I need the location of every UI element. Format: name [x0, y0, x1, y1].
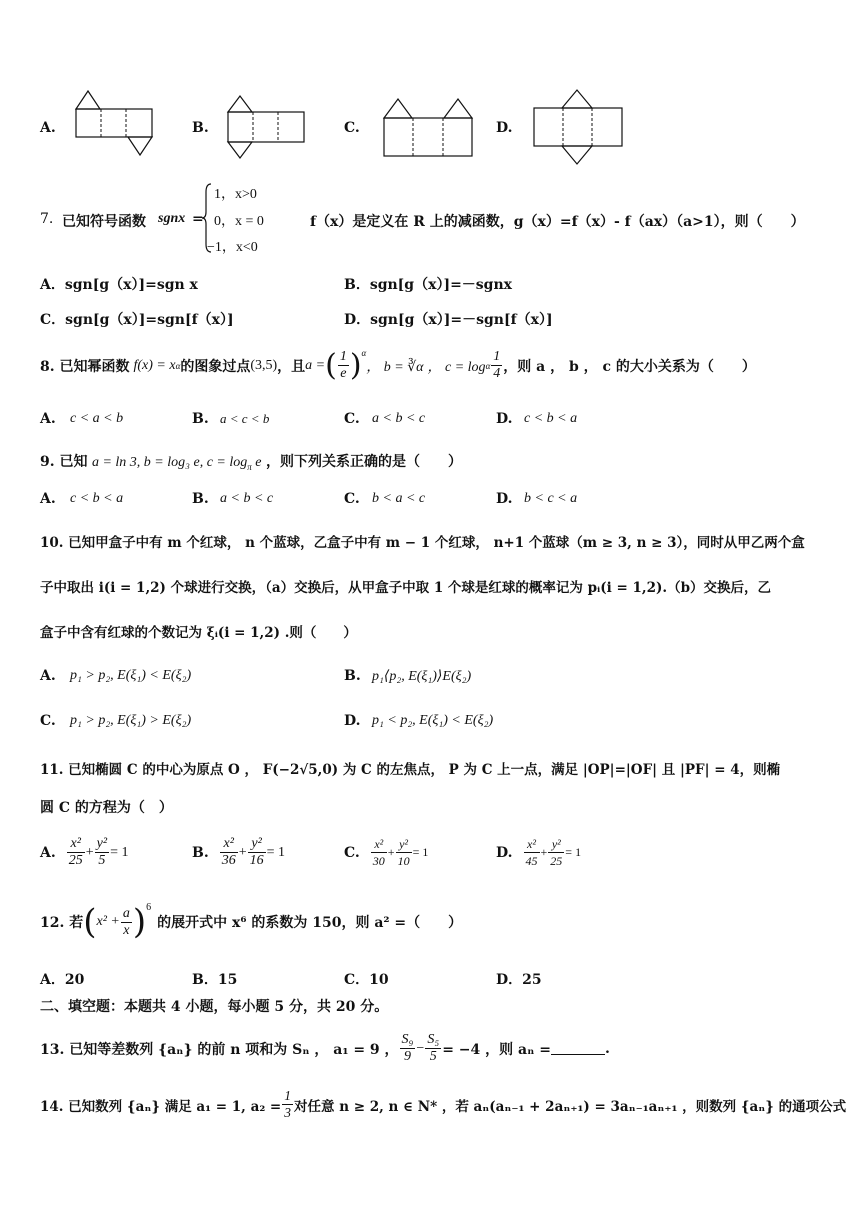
q6-option-c-label: C. [344, 120, 360, 136]
q10-option-a-value: p₁ > p₂, E(ξ₁) < E(ξ₂) [70, 668, 192, 683]
q11-c-num-2: y² [396, 836, 412, 853]
q8-text-4: ，则 a ， b ， c 的大小关系为（ ） [503, 358, 756, 375]
q12-option-d: D．25 [496, 972, 542, 988]
q12-expr: x² + [96, 914, 120, 929]
q8-c-sub: α [485, 360, 491, 371]
q8-c-num: 1 [493, 349, 501, 364]
q8-option-c-label: C. [344, 411, 360, 427]
q11-option-a: A. $\frac{\text{x²}}{25}$ + $\frac{\text{y²}}{5}$ = 1 [40, 836, 129, 868]
q7-option-d: D．sgn[g（x）]=－sgn[f（x）] [344, 312, 553, 328]
q8-a-exp: α [361, 348, 367, 358]
q8-c-frac [491, 349, 502, 382]
q14-den: 3 [284, 1105, 291, 1120]
q8-a-eq: a = [305, 357, 326, 373]
q14-num: 1 [284, 1088, 291, 1103]
q8-b-eq: ， b = ∛α [366, 359, 424, 375]
q11-b-frac-1 [220, 836, 238, 869]
q12-pow: 6 [146, 902, 152, 913]
q12-num: a [122, 905, 130, 921]
q11-option-b-label: B. [192, 844, 209, 861]
q14-frac [282, 1088, 293, 1121]
q8-a-den: e [340, 366, 347, 381]
q11-c-frac-1 [371, 836, 387, 869]
q8-option-d-label: D. [496, 411, 513, 427]
q6-option-b-figure [228, 96, 308, 162]
q9-option-b-value: a < b < c [220, 491, 274, 506]
q9-lead: 9. 已知 [40, 454, 88, 470]
q10-option-d-value: p₁ < p₂, E(ξ₁) < E(ξ₂) [372, 713, 494, 728]
q7-option-b: B．sgn[g（x）]=－sgnx [344, 277, 512, 293]
q13-end: . [604, 1040, 610, 1057]
q11-a-den-2: 5 [98, 853, 106, 868]
q7-fname: sgnx [158, 211, 186, 226]
q11-d-frac-1 [524, 836, 540, 869]
question-13 [40, 1032, 610, 1065]
q9-option-a-label: A. [40, 491, 56, 507]
q11-b-den-2: 16 [249, 853, 264, 868]
q8-option-a-value: c < a < b [70, 411, 124, 426]
q11-b-eq: = 1 [266, 844, 286, 860]
q6-option-a-figure [76, 90, 156, 156]
q7-eq: = [192, 211, 204, 227]
q11-d-frac-2 [548, 836, 564, 869]
q8-function: f(x) = x [133, 357, 176, 373]
q8-point: (3,5) [250, 357, 278, 373]
q10-option-d-label: D. [344, 713, 361, 729]
q11-c-num-1: x² [371, 836, 387, 853]
q8-stem [40, 348, 756, 383]
q11-option-d-label: D. [496, 844, 513, 861]
q12-option-b: B．15 [192, 972, 238, 988]
q8-c-den: 4 [493, 366, 501, 381]
q10-line-3: 盒子中含有红球的个数记为 ξᵢ(i = 1,2) .则（ ） [40, 625, 357, 641]
q7-option-a: A．sgn[g（x）]=sgn x [40, 277, 198, 293]
q7-case-2: 0，x = 0 [214, 214, 264, 229]
q13-lead: 13. 已知等差数列 {aₙ} 的前 n 项和为 Sₙ ， a₁ = 9 ， [40, 1041, 399, 1058]
q11-d-den-1: 45 [525, 854, 538, 868]
q6-option-a-label: A. [40, 120, 56, 136]
q9-option-d-label: D. [496, 491, 513, 507]
q7-number: 7. [40, 211, 54, 227]
q13-answer-blank[interactable] [551, 1042, 605, 1055]
q12-den: x [123, 922, 130, 938]
q11-option-c: C. $\frac{\text{x²}}{30}$ + $\frac{\text{y²}}{10}$ = 1 [344, 837, 429, 868]
q14-lead: 14. 已知数列 {aₙ} 满足 a₁ = 1, a₂ = [40, 1098, 282, 1115]
q11-c-frac-2 [396, 836, 412, 869]
q8-paren-close: ) [349, 348, 362, 383]
q9-expr: a = ln 3, b = log₃ e, c = log [91, 455, 248, 470]
q13-minus: − [416, 1040, 425, 1056]
q10-line-2: 子中取出 i(i = 1,2) 个球进行交换，（a）交换后，从甲盒子中取 1 个球是红球的概率记为 pᵢ(i = 1,2).（b）交换后，乙 [40, 580, 772, 596]
q12-option-a: A．20 [40, 972, 85, 988]
q12-stem [40, 902, 462, 942]
q8-option-b-value: a < c < b [220, 411, 270, 426]
q9-option-b-label: B. [192, 491, 209, 507]
q8-option-d-value: c < b < a [524, 411, 578, 426]
q11-d-den-2: 25 [550, 854, 563, 868]
q11-a-frac-2 [95, 836, 109, 869]
q11-option-c-label: C. [344, 844, 360, 861]
section-2-heading: 二、填空题：本题共 4 小题，每小题 5 分，共 20 分。 [40, 999, 389, 1015]
q13-frac-2 [425, 1032, 441, 1065]
q11-c-eq: = 1 [412, 845, 429, 859]
q12-paren-close: ) [132, 902, 147, 942]
q11-option-a-label: A. [40, 844, 56, 861]
q10-line-1: 10. 已知甲盒子中有 m 个红球， n 个蓝球，乙盒子中有 m − 1 个红球， n+1 个蓝球（m ≥ 3, n ≥ 3），同时从甲乙两个盒 [40, 535, 805, 551]
q11-line-1: 11. 已知椭圆 C 的中心为原点 O ， F(−2√5,0) 为 C 的左焦点， P 为 C 上一点，满足 |OP|=|OF| 且 |PF| = 4，则椭 [40, 762, 781, 778]
q8-c-eq: ， c = log [427, 359, 486, 375]
q9-sub: π [247, 461, 252, 472]
q8-exponent: α [175, 360, 181, 371]
q11-c-den-2: 10 [397, 854, 410, 868]
q11-a-frac-1 [67, 836, 85, 869]
q7-case-3: −1，x<0 [207, 240, 258, 255]
q7-case-1: 1，x>0 [214, 187, 257, 202]
q11-option-b: B. $\frac{\text{x²}}{36}$ + $\frac{\text{y²}}{16}$ = 1 [192, 836, 286, 868]
q11-b-den-1: 36 [221, 853, 236, 868]
q13-frac-1 [400, 1032, 416, 1065]
q7-condition: f（x）是定义在 R 上的减函数，g（x）=f（x）- f（ax）（a>1），则（ ） [310, 214, 805, 230]
q8-a-num: 1 [339, 349, 347, 364]
q13-num-2: S₅ [427, 1032, 440, 1047]
q12-tail: 的展开式中 x⁶ 的系数为 150，则 a² =（ ） [157, 915, 463, 931]
q11-a-num-2: y² [96, 836, 108, 851]
question-14 [40, 1088, 846, 1121]
q11-d-num-2: y² [548, 836, 564, 853]
q9-expr-2: e [251, 455, 262, 470]
q11-a-eq: = 1 [110, 844, 129, 860]
q8-text-3: ，且 [277, 358, 306, 375]
q11-b-frac-2 [248, 836, 266, 869]
q10-option-c-value: p₁ > p₂, E(ξ₁) > E(ξ₂) [70, 713, 192, 728]
q11-c-den-1: 30 [372, 854, 385, 868]
q8-option-a-label: A. [40, 411, 56, 427]
q10-option-c-label: C. [40, 713, 56, 729]
q8-text-2: 的图象过点 [180, 358, 251, 375]
q6-option-d-figure [534, 90, 630, 170]
q8-option-b-label: B. [192, 411, 209, 427]
q10-option-b-label: B. [344, 668, 361, 684]
q6-option-c-figure [382, 98, 478, 158]
q9-option-a-value: c < b < a [70, 491, 124, 506]
q12-paren-open: ( [83, 902, 97, 942]
q13-tail: = −4 ，则 aₙ = [442, 1041, 551, 1058]
q12-option-c: C．10 [344, 972, 389, 988]
q6-option-b-label: B. [192, 120, 209, 136]
q9-tail: ，则下列关系正确的是（ ） [265, 454, 462, 470]
q8-a-frac [338, 349, 349, 382]
q7-lead: 已知符号函数 [62, 214, 146, 230]
q8-option-c-value: a < b < c [372, 411, 426, 426]
q6-option-d-label: D. [496, 120, 513, 136]
q10-option-a-label: A. [40, 668, 56, 684]
q13-den-2: 5 [429, 1049, 437, 1064]
q12-lead: 12. 若 [40, 915, 84, 931]
q13-den-1: 9 [403, 1049, 411, 1064]
q11-option-d: D. $\frac{\text{x²}}{45}$ + $\frac{\text{y²}}{25}$ = 1 [496, 837, 582, 868]
q9-option-c-label: C. [344, 491, 360, 507]
q11-d-num-1: x² [524, 836, 540, 853]
q11-b-num-2: y² [248, 836, 266, 853]
q11-a-den-1: 25 [68, 853, 83, 868]
q10-option-b-value: p₁⟨p₂, E(ξ₁)⟩E(ξ₂) [372, 669, 472, 684]
q11-b-num-1: x² [220, 836, 238, 853]
q11-d-eq: = 1 [565, 845, 582, 859]
q11-line-2: 圆 C 的方程为（ ） [40, 800, 173, 816]
q8-paren-open: ( [325, 348, 337, 383]
q14-tail: 对任意 n ≥ 2, n ∈ N* ，若 aₙ(aₙ₋₁ + 2aₙ₊₁) = 3aₙ₋₁aₙ₊₁ ，则数列 {aₙ} 的通项公式 [294, 1098, 847, 1115]
q8-lead: 8. 已知幂函数 [40, 358, 130, 375]
q7-option-c: C．sgn[g（x）]=sgn[f（x）] [40, 312, 234, 328]
q9-stem [40, 451, 462, 472]
q12-frac [121, 906, 132, 939]
q9-option-d-value: b < c < a [524, 491, 578, 506]
q9-option-c-value: b < a < c [372, 491, 426, 506]
q11-a-num-1: x² [67, 836, 85, 853]
q13-num-1: S₉ [401, 1032, 414, 1047]
